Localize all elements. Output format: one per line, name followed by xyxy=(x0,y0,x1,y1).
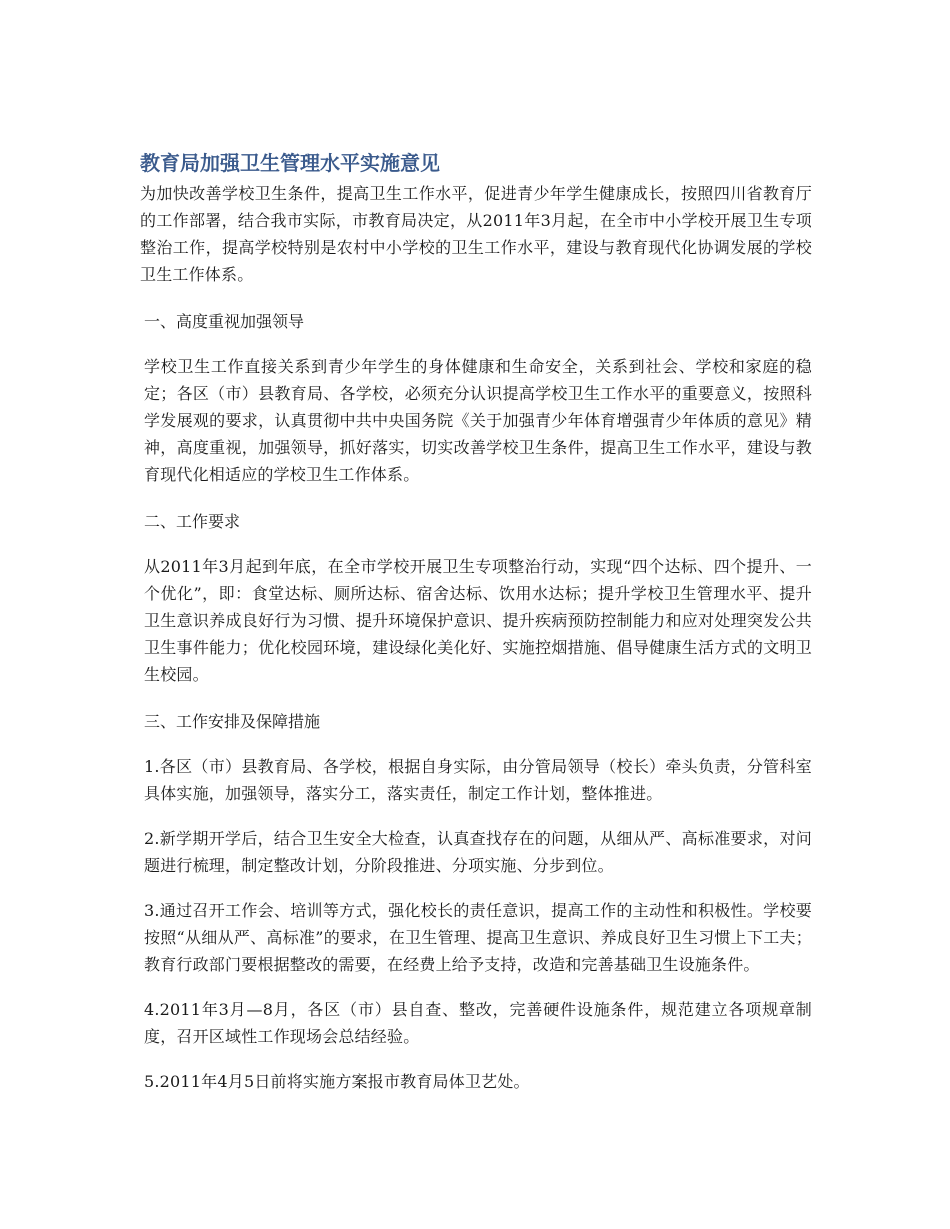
document-page xyxy=(140,148,812,1095)
section-3-heading: 三、工作安排及保障措施 xyxy=(144,712,321,731)
section-3-item-3: 3.通过召开工作会、培训等方式，强化校长的责任意识，提高工作的主动性和积极性。学校要按照“从细从严、高标准”的要求，在卫生管理、提高卫生意识、养成良好卫生习惯上下工夫；教育行政部门要根据整改的需要，在经费上给予支持，改造和完善基础卫生设施条件。 xyxy=(144,901,812,974)
section-2-body: 从2011年3月起到年底，在全市学校开展卫生专项整治行动，实现“四个达标、四个提升、一个优化”，即：食堂达标、厕所达标、宿舍达标、饮用水达标；提升学校卫生管理水平、提升卫生意识养成良好行为习惯、提升环境保护意识、提升疾病预防控制能力和应对处理突发公共卫生事件能力；优化校园环境，建设绿化美化好、实施控烟措施、倡导健康生活方式的文明卫生校园。 xyxy=(144,557,812,684)
section-2-heading: 二、工作要求 xyxy=(144,512,241,531)
section-3-item-5: 5.2011年4月5日前将实施方案报市教育局体卫艺处。 xyxy=(144,1072,530,1091)
section-3-item-2: 2.新学期开学后，结合卫生安全大检查，认真查找存在的问题，从细从严、高标准要求，对问题进行梳理，制定整改计划，分阶段推进、分项实施、分步到位。 xyxy=(144,829,812,875)
section-3-item-1: 1.各区（市）县教育局、各学校，根据自身实际，由分管局领导（校长）牵头负责，分管科室具体实施，加强领导，落实分工，落实责任，制定工作计划，整体推进。 xyxy=(144,757,812,803)
section-3-item-4: 4.2011年3月—8月，各区（市）县自查、整改，完善硬件设施条件，规范建立各项规章制度，召开区域性工作现场会总结经验。 xyxy=(144,1000,812,1046)
intro-paragraph: 为加快改善学校卫生条件，提高卫生工作水平，促进青少年学生健康成长，按照四川省教育厅的工作部署，结合我市实际，市教育局决定，从2011年3月起，在全市中小学校开展卫生专项整治工作，提高学校特别是农村中小学校的卫生工作水平，建设与教育现代化协调发展的学校卫生工作体系。 xyxy=(140,184,812,284)
document-title: 教育局加强卫生管理水平实施意见 xyxy=(140,151,440,175)
section-1-heading: 一、高度重视加强领导 xyxy=(144,312,305,331)
section-1-body: 学校卫生工作直接关系到青少年学生的身体健康和生命安全，关系到社会、学校和家庭的稳定；各区（市）县教育局、各学校，必须充分认识提高学校卫生工作水平的重要意义，按照科学发展观的要求，认真贯彻中共中央国务院《关于加强青少年体育增强青少年体质的意见》精神，高度重视，加强领导，抓好落实，切实改善学校卫生条件，提高卫生工作水平，建设与教育现代化相适应的学校卫生工作体系。 xyxy=(144,357,812,484)
